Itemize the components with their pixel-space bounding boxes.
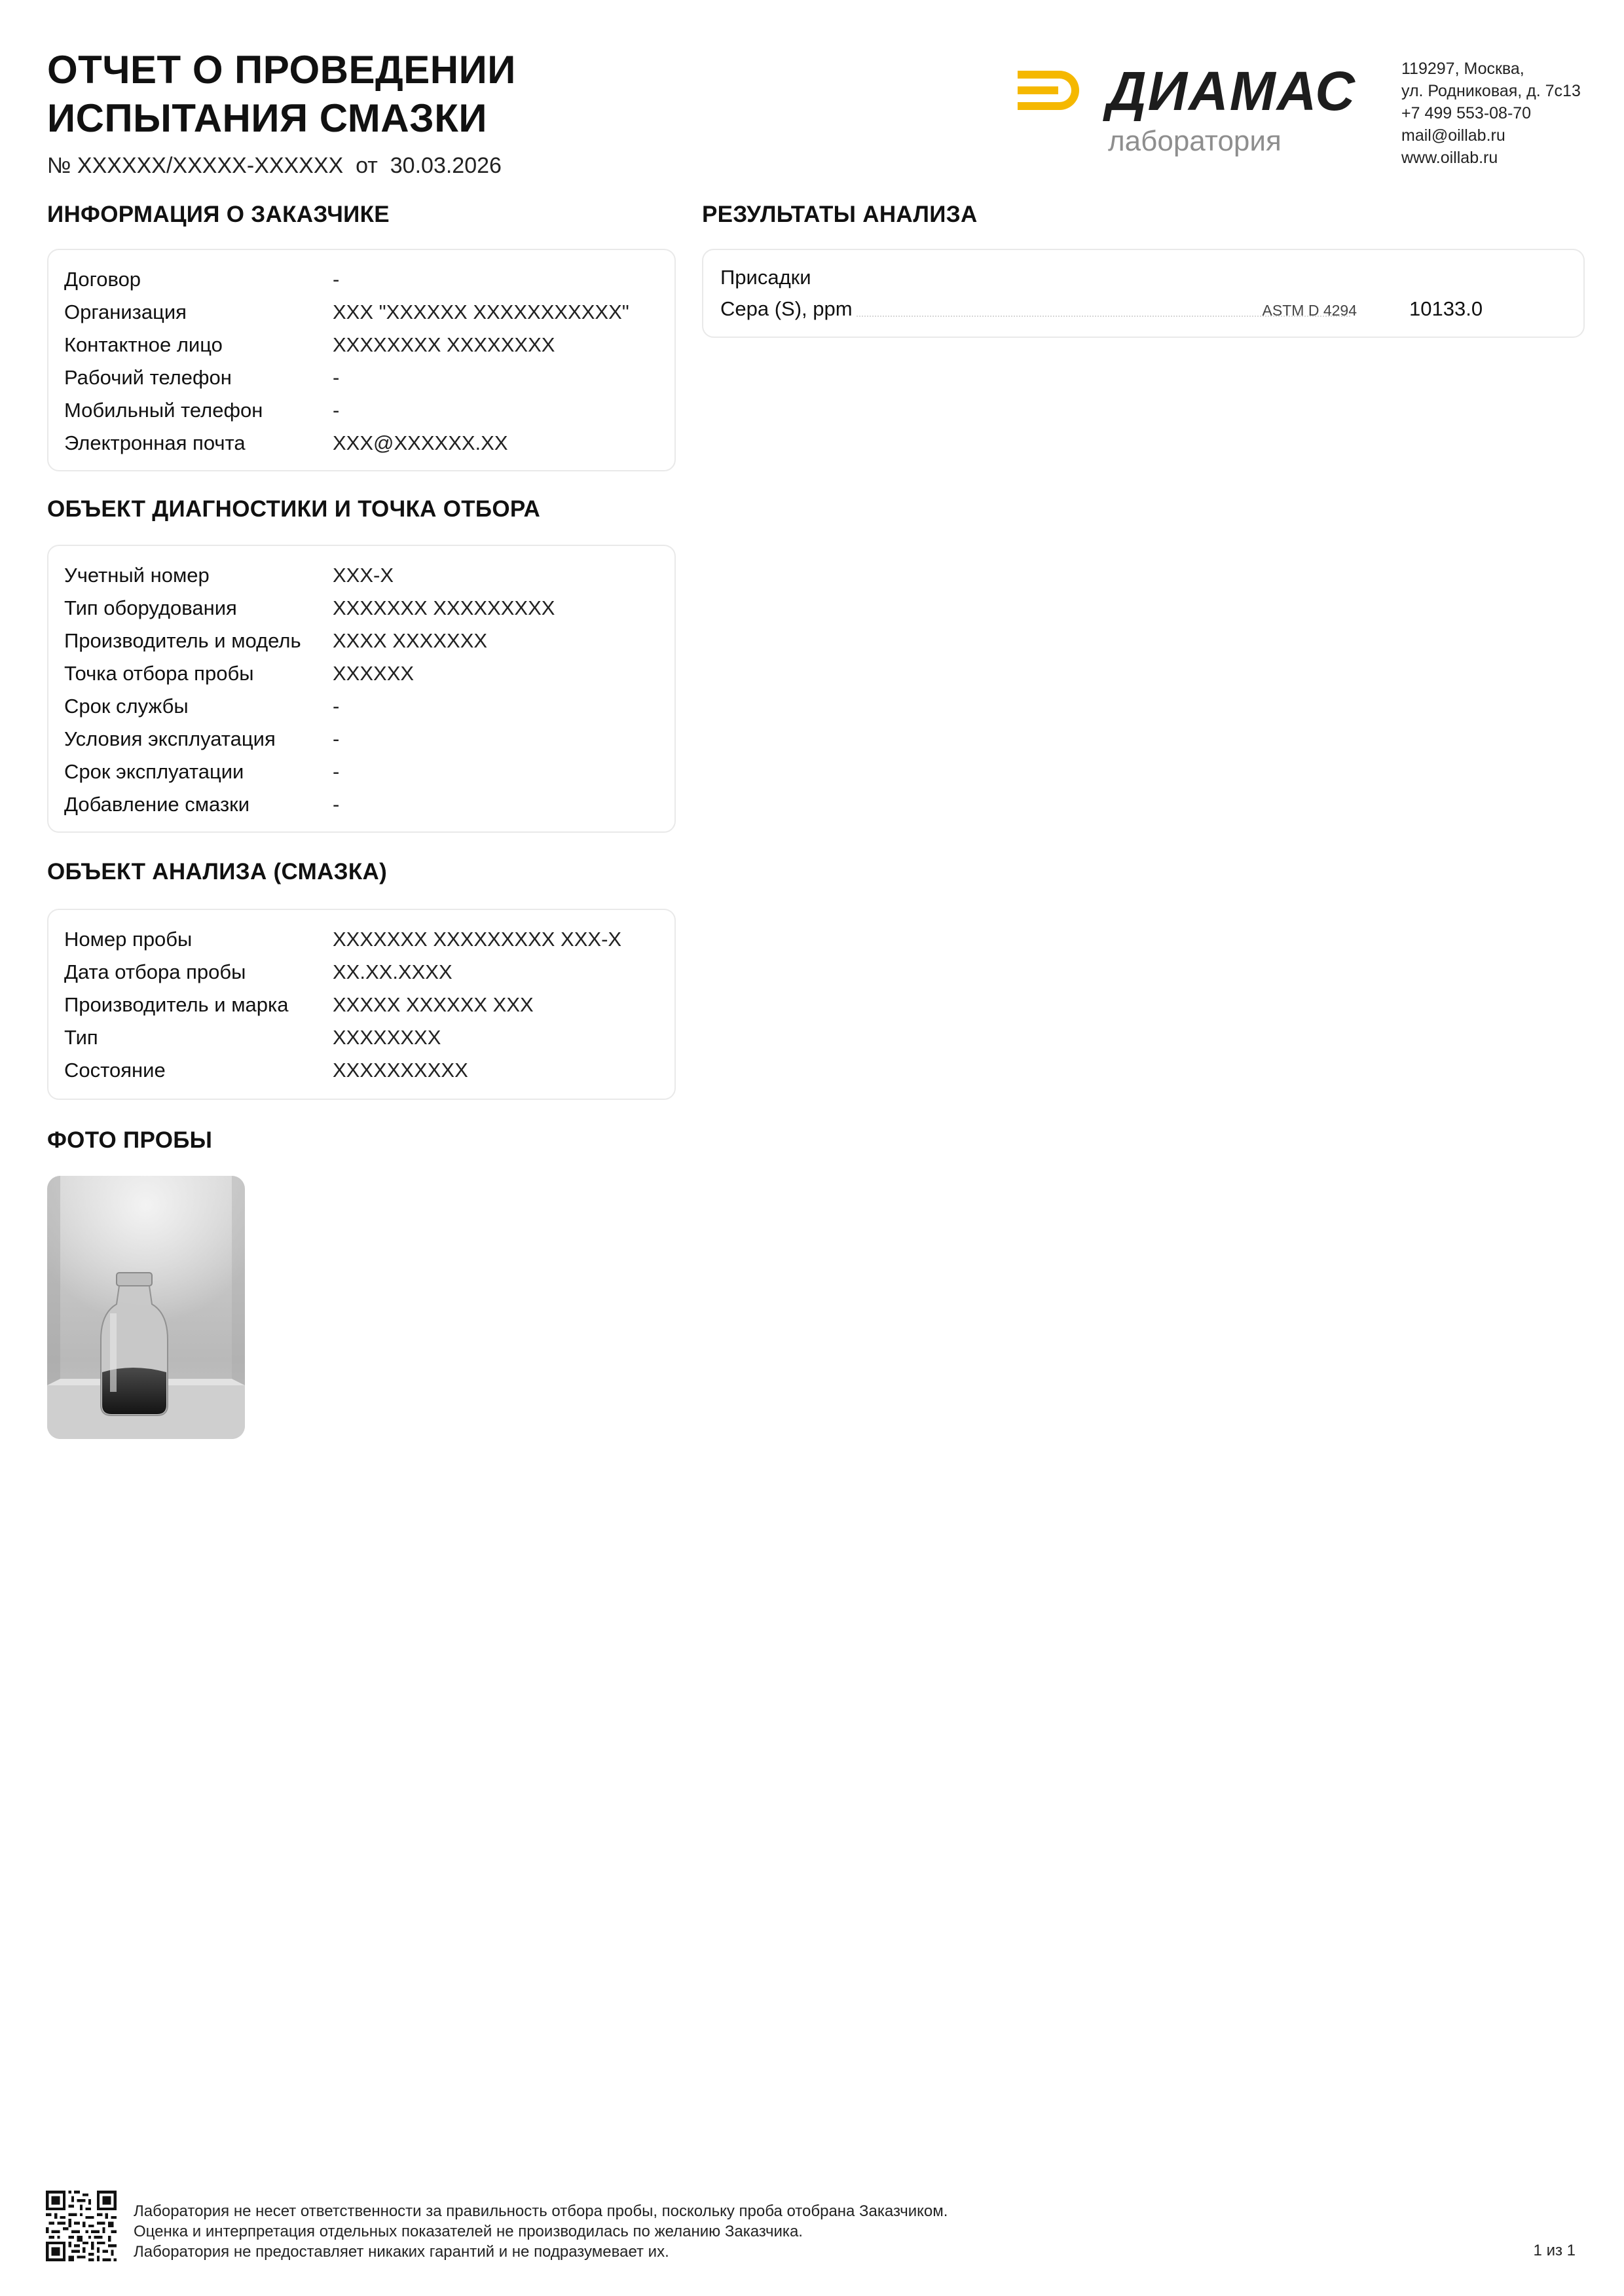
date-prefix: от (356, 153, 378, 178)
info-row (64, 723, 659, 756)
contact-address-2: ул. Родниковая, д. 7с13 (1401, 82, 1581, 100)
row-value: XXXXX XXXXXX XXX (333, 993, 534, 1016)
info-row (64, 788, 659, 821)
result-method: ASTM D 4294 (1262, 302, 1357, 319)
diamas-logo-icon (1014, 67, 1086, 114)
row-value: XXX-X (333, 564, 394, 587)
contact-address-1: 119297, Москва, (1401, 60, 1524, 78)
logo-wordmark: ДИАМАС (1107, 60, 1356, 122)
row-value: XXXXXXXX (333, 1026, 441, 1049)
info-row (64, 394, 659, 427)
info-row (64, 625, 659, 657)
report-title-line-2: ИСПЫТАНИЯ СМАЗКИ (47, 96, 487, 140)
photo-section-title: ФОТО ПРОБЫ (47, 1127, 213, 1153)
row-label: Дата отбора пробы (64, 960, 246, 983)
info-row (64, 559, 659, 592)
contact-phone: +7 499 553-08-70 (1401, 104, 1532, 122)
row-label: Тип (64, 1026, 98, 1049)
row-label: Точка отбора пробы (64, 662, 254, 685)
row-label: Рабочий телефон (64, 366, 232, 389)
row-value: XXXXXXXXXX (333, 1059, 468, 1082)
analysis-object-card (47, 909, 676, 1100)
row-value: XXX "XXXXXX XXXXXXXXXXX" (333, 301, 629, 323)
info-row (64, 427, 659, 460)
row-value: XXX@XXXXXX.XX (333, 431, 508, 454)
row-label: Тип оборудования (64, 596, 237, 619)
results-group-label: Присадки (720, 266, 811, 289)
result-value: 10133.0 (1409, 297, 1483, 320)
document-number: № XXXXXX/XXXXX-XXXXXX (47, 153, 344, 178)
analysis-object-section-title: ОБЪЕКТ АНАЛИЗА (СМАЗКА) (47, 859, 388, 884)
row-value: - (333, 268, 340, 291)
info-row (64, 923, 659, 956)
row-label: Условия эксплуатация (64, 727, 276, 750)
disclaimer-line: Оценка и интерпретация отдельных показателей не производилась по желанию Заказчика. (134, 2223, 803, 2240)
row-label: Организация (64, 301, 187, 323)
qr-code-icon (46, 2191, 117, 2261)
results-card (702, 249, 1585, 338)
row-label: Состояние (64, 1059, 166, 1082)
row-value: XX.XX.XXXX (333, 960, 452, 983)
info-row (64, 592, 659, 625)
document-number-line (47, 153, 502, 179)
result-row (720, 295, 1566, 323)
diagnostics-card (47, 545, 676, 833)
info-row (64, 657, 659, 690)
row-value: - (333, 695, 340, 718)
diagnostics-section-title: ОБЪЕКТ ДИАГНОСТИКИ И ТОЧКА ОТБОРА (47, 496, 541, 522)
row-value: XXXXXXX XXXXXXXXX XXX-X (333, 928, 622, 951)
document-date: 30.03.2026 (390, 153, 502, 178)
row-label: Добавление смазки (64, 793, 250, 816)
sample-photo[interactable] (47, 1176, 245, 1439)
contact-email: mail@oillab.ru (1401, 126, 1505, 145)
disclaimer-line: Лаборатория не предоставляет никаких гарантий и не подразумевает их. (134, 2243, 669, 2261)
logo-subtitle: лаборатория (1108, 125, 1282, 157)
row-label: Электронная почта (64, 431, 246, 454)
info-row (64, 756, 659, 788)
info-row (64, 1021, 659, 1054)
row-value: - (333, 760, 340, 783)
row-label: Производитель и марка (64, 993, 289, 1016)
report-title-line-1: ОТЧЕТ О ПРОВЕДЕНИИ (47, 48, 516, 92)
customer-card (47, 249, 676, 471)
info-row (64, 361, 659, 394)
row-value: XXXXXXX XXXXXXXXX (333, 596, 555, 619)
row-value: XXXXXXXX XXXXXXXX (333, 333, 555, 356)
contact-website: www.oillab.ru (1401, 149, 1498, 167)
row-value: - (333, 366, 340, 389)
info-row (64, 690, 659, 723)
row-value: - (333, 727, 340, 750)
row-label: Учетный номер (64, 564, 210, 587)
row-label: Договор (64, 268, 141, 291)
footer-disclaimer (134, 2201, 948, 2262)
row-value: - (333, 793, 340, 816)
page-number: 1 из 1 (1533, 2242, 1576, 2259)
result-name: Сера (S), ppm (720, 295, 857, 323)
customer-section-title: ИНФОРМАЦИЯ О ЗАКАЗЧИКЕ (47, 202, 390, 227)
info-row (64, 263, 659, 296)
disclaimer-line: Лаборатория не несет ответственности за правильность отбора пробы, поскольку проба отобрана Заказчиком. (134, 2202, 948, 2220)
row-label: Производитель и модель (64, 629, 301, 652)
contacts-block (1401, 58, 1581, 169)
info-row (64, 989, 659, 1021)
row-value: XXXXXX (333, 662, 415, 685)
results-section-title: РЕЗУЛЬТАТЫ АНАЛИЗА (702, 202, 978, 227)
row-label: Срок эксплуатации (64, 760, 244, 783)
row-label: Срок службы (64, 695, 189, 718)
row-value: - (333, 399, 340, 422)
info-row (64, 1054, 659, 1087)
info-row (64, 296, 659, 329)
info-row (64, 329, 659, 361)
row-value: XXXX XXXXXXX (333, 629, 488, 652)
row-label: Мобильный телефон (64, 399, 263, 422)
row-label: Номер пробы (64, 928, 193, 951)
info-row (64, 956, 659, 989)
row-label: Контактное лицо (64, 333, 223, 356)
